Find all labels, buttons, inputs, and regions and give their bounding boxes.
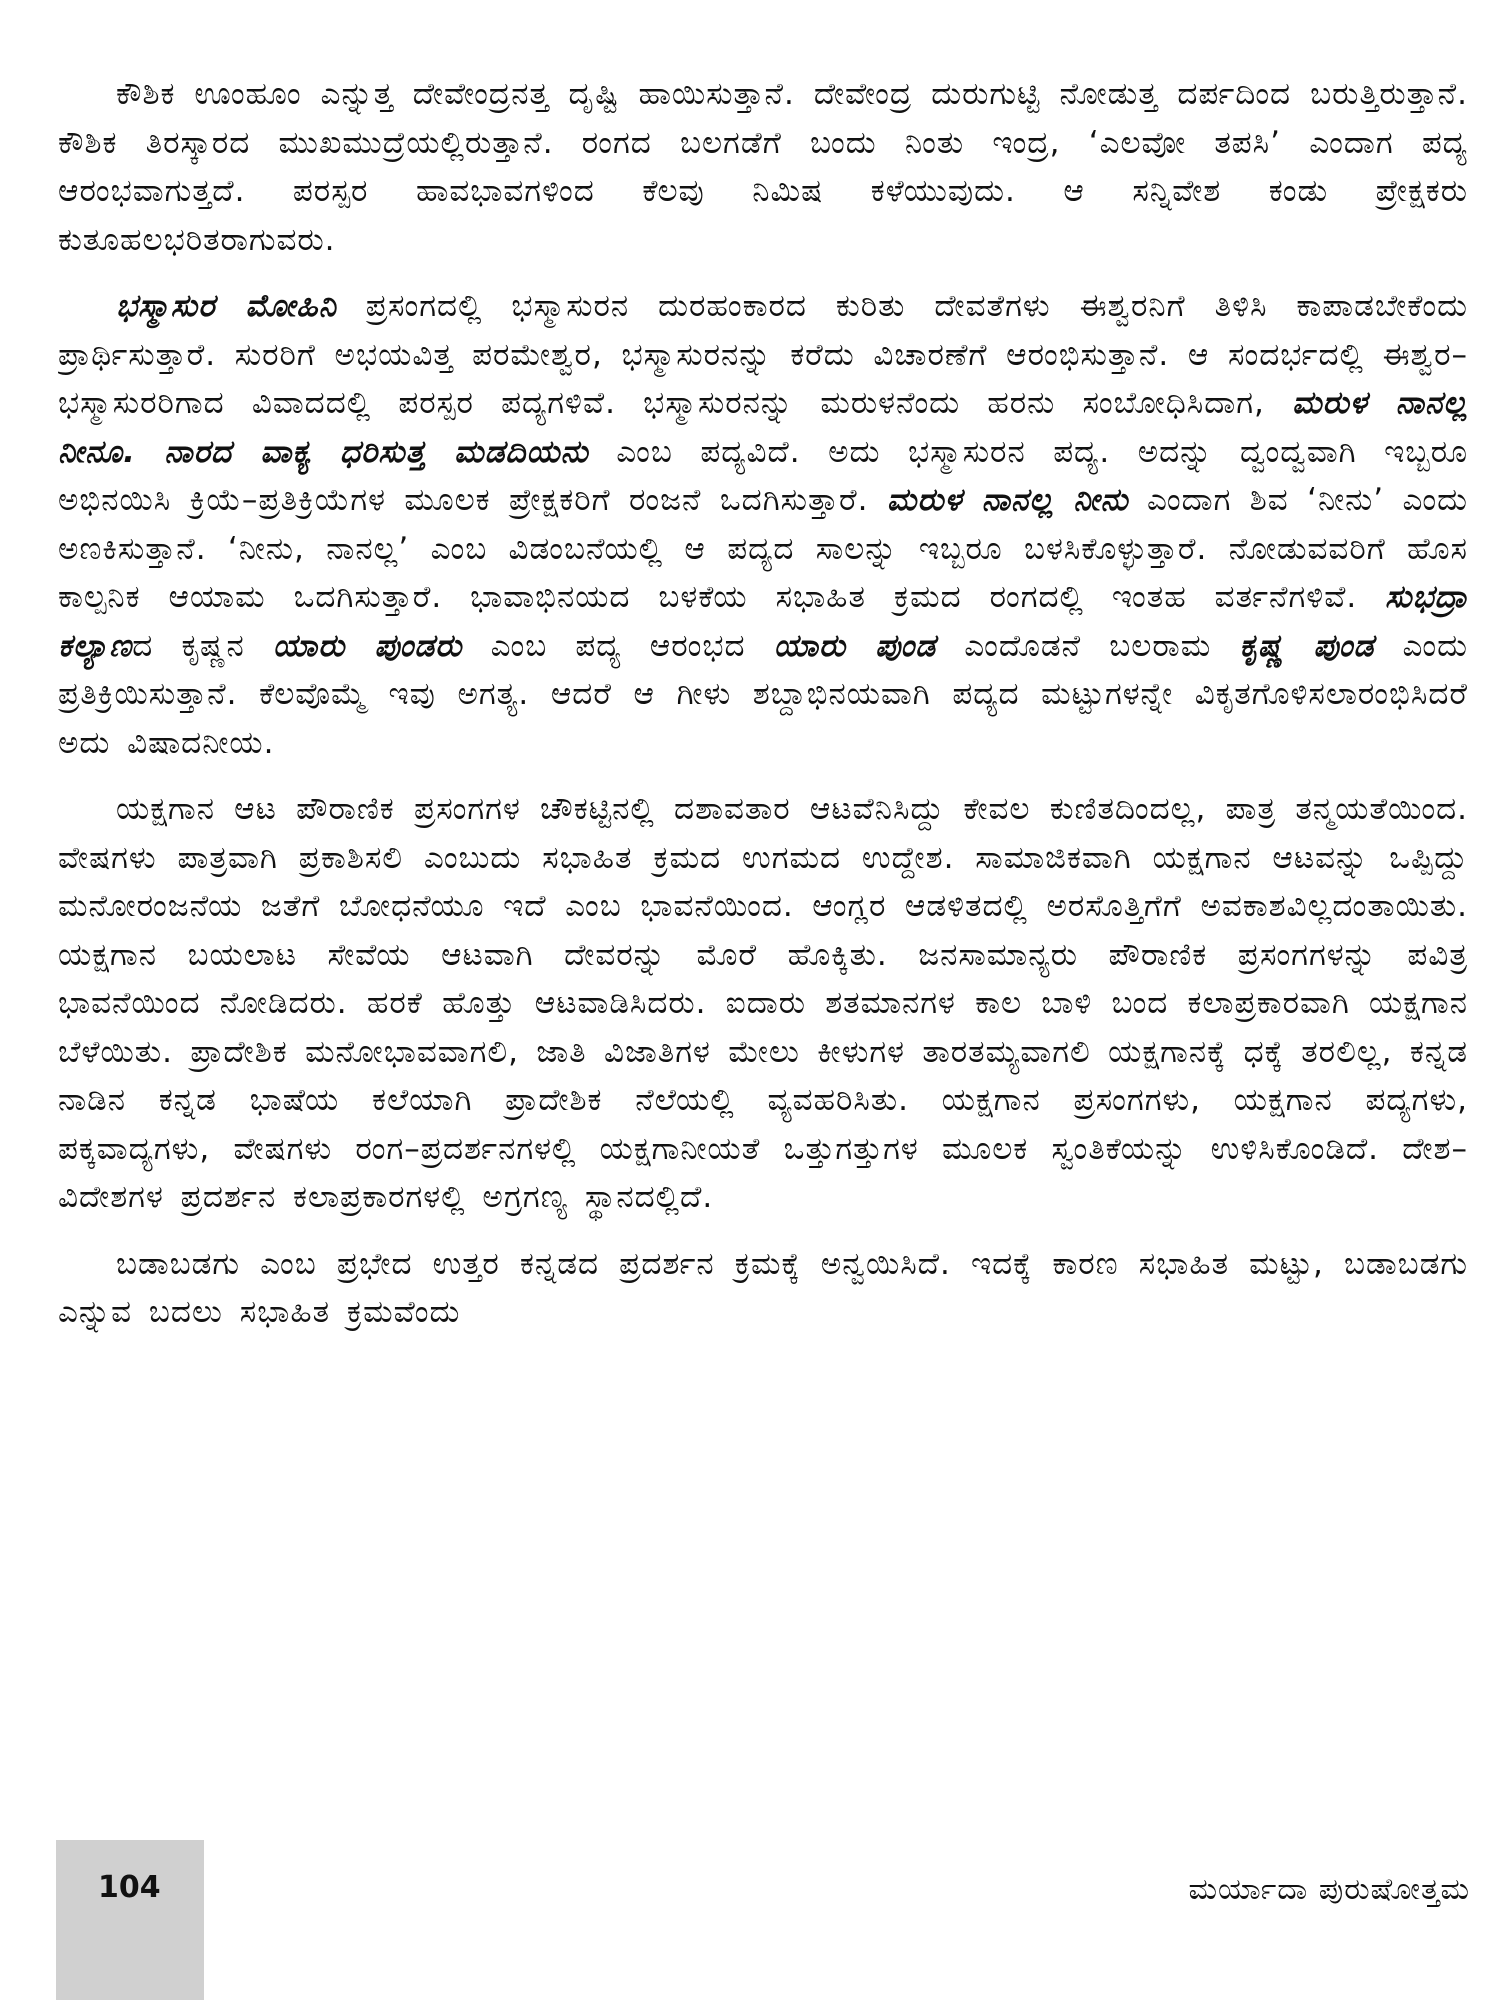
bold-phrase-krishna-punda: ಕೃಷ್ಣ ಪುಂಡ (1239, 627, 1375, 664)
bold-phrase-yaaru-punda: ಯಾರು ಪುಂಡ (773, 627, 937, 664)
paragraph-3-text: ಯಕ್ಷಗಾನ ಆಟ ಪೌರಾಣಿಕ ಪ್ರಸಂಗಗಳ ಚೌಕಟ್ಟಿನಲ್ಲಿ ದಶಾವತಾರ ಆಟವೆನಿಸಿದ್ದು ಕೇವಲ ಕುಣಿತದಿಂದಲ್ಲ, ಪಾತ್ರ ತನ್ಮಯತೆಯಿಂದ. ವೇಷಗಳು ಪಾತ್ರವಾಗಿ ಪ್ರಕಾಶಿಸಲಿ ಎಂಬುದು ಸಭಾಹಿತ ಕ್ರಮದ ಉಗಮದ ಉದ್ದೇಶ. ಸಾಮಾಜಿಕವಾಗಿ ಯಕ್ಷಗಾನ ಆಟವನ್ನು ಒಪ್ಪಿದ್ದು ಮನೋರಂಜನೆಯ ಜತೆಗೆ ಬೋಧನೆಯೂ ಇದೆ ಎಂಬ ಭಾವನೆಯಿಂದ. ಆಂಗ್ಲರ ಆಡಳಿತದಲ್ಲಿ ಅರಸೊತ್ತಿಗೆಗೆ ಅವಕಾಶವಿಲ್ಲದಂತಾಯಿತು. ಯಕ್ಷಗಾನ ಬಯಲಾಟ ಸೇವೆಯ ಆಟವಾಗಿ ದೇವರನ್ನು ಮೊರೆ ಹೊಕ್ಕಿತು. ಜನಸಾಮಾನ್ಯರು ಪೌರಾಣಿಕ ಪ್ರಸಂಗಗಳನ್ನು ಪವಿತ್ರ ಭಾವನೆಯಿಂದ ನೋಡಿದರು. ಹರಕೆ ಹೊತ್ತು ಆಟವಾಡಿಸಿದರು. ಐದಾರು ಶತಮಾನಗಳ ಕಾಲ ಬಾಳಿ ಬಂದ ಕಲಾಪ್ರಕಾರವಾಗಿ ಯಕ್ಷಗಾನ ಬೆಳೆಯಿತು. ಪ್ರಾದೇಶಿಕ ಮನೋಭಾವವಾಗಲಿ, ಜಾತಿ ವಿಜಾತಿಗಳ ಮೇಲು ಕೀಳುಗಳ ತಾರತಮ್ಯವಾಗಲಿ ಯಕ್ಷಗಾನಕ್ಕೆ ಧಕ್ಕೆ ತರಲಿಲ್ಲ, ಕನ್ನಡ ನಾಡಿನ ಕನ್ನಡ ಭಾಷೆಯ ಕಲೆಯಾಗಿ ಪ್ರಾದೇಶಿಕ ನೆಲೆಯಲ್ಲಿ ವ್ಯವಹರಿಸಿತು. ಯಕ್ಷಗಾನ ಪ್ರಸಂಗಗಳು, ಯಕ್ಷಗಾನ ಪದ್ಯಗಳು, ಪಕ್ಕವಾದ್ಯಗಳು, ವೇಷಗಳು ರಂಗ–ಪ್ರದರ್ಶನಗಳಲ್ಲಿ ಯಕ್ಷಗಾನೀಯತೆ ಒತ್ತುಗತ್ತುಗಳ ಮೂಲಕ ಸ್ವಂತಿಕೆಯನ್ನು ಉಳಿಸಿಕೊಂಡಿದೆ. ದೇಶ–ವಿದೇಶಗಳ ಪ್ರದರ್ಶನ ಕಲಾಪ್ರಕಾರಗಳಲ್ಲಿ ಅಗ್ರಗಣ್ಯ ಸ್ಥಾನದಲ್ಲಿದೆ. (58, 791, 1468, 1215)
paragraph-2-text: ಎಂದು ಪ್ರತಿಕ್ರಿಯಿಸುತ್ತಾನೆ. ಕೆಲವೊಮ್ಮೆ ಇವು ಅಗತ್ಯ. ಆದರೆ ಆ ಗೀಳು ಶಬ್ದಾಭಿನಯವಾಗಿ ಪದ್ಯದ ಮಟ್ಟುಗಳನ್ನೇ ವಿಕೃತಗೊಳಿಸಲಾರಂಭಿಸಿದರೆ ಅದು ವಿಷಾದನೀಯ. (58, 627, 1468, 761)
paragraph-4 (58, 1240, 1468, 1337)
bold-phrase-subhadra-kalyana: ಸುಭದ್ರಾ ಕಲ್ಯಾಣ (58, 579, 1468, 664)
bold-phrase-marula-naanalla-neenu: ಮರುಳ ನಾನಲ್ಲ ನೀನು (886, 482, 1129, 518)
paragraph-2-text: ಎಂದಾಗ ಶಿವ ‘ನೀನು’ ಎಂದು ಅಣಕಿಸುತ್ತಾನೆ. ‘ನೀನು, ನಾನಲ್ಲ’ ಎಂಬ ವಿಡಂಬನೆಯಲ್ಲಿ ಆ ಪದ್ಯದ ಸಾಲನ್ನು ಇಬ್ಬರೂ ಬಳಸಿಕೊಳ್ಳುತ್ತಾರೆ. ನೋಡುವವರಿಗೆ ಹೊಸ ಕಾಲ್ಪನಿಕ ಆಯಾಮ ಒದಗಿಸುತ್ತಾರೆ. ಭಾವಾಭಿನಯದ ಬಳಕೆಯ ಸಭಾಹಿತ ಕ್ರಮದ ರಂಗದಲ್ಲಿ ಇಂತಹ ವರ್ತನೆಗಳಿವೆ. (58, 482, 1468, 615)
paragraph-2-text: ಎಂದೊಡನೆ ಬಲರಾಮ (936, 627, 1240, 664)
bold-phrase-yaaru-pundaru: ಯಾರು ಪುಂಡರು (272, 627, 463, 664)
paragraph-3 (58, 785, 1468, 1222)
paragraph-2-text: ದ ಕೃಷ್ಣನ (132, 627, 273, 664)
page-number-box (56, 1840, 204, 2000)
running-footer-title: ಮರ್ಯಾದಾ ಪುರುಷೋತ್ತಮ (1188, 1872, 1470, 1907)
paragraph-2 (58, 282, 1468, 767)
page-body (58, 70, 1468, 1810)
bold-phrase-marula-naanalla-neenoo: ಮರುಳ ನಾನಲ್ಲ ನೀನೂ. ನಾರದ ವಾಕ್ಯ ಧರಿಸುತ್ತ ಮಡದಿಯನು (58, 385, 1468, 470)
paragraph-1-text: ಕೌಶಿಕ ಊಂಹೂಂ ಎನ್ನುತ್ತ ದೇವೇಂದ್ರನತ್ತ ದೃಷ್ಟಿ ಹಾಯಿಸುತ್ತಾನೆ. ದೇವೇಂದ್ರ ದುರುಗುಟ್ಟಿ ನೋಡುತ್ತ ದರ್ಪದಿಂದ ಬರುತ್ತಿರುತ್ತಾನೆ. ಕೌಶಿಕ ತಿರಸ್ಕಾರದ ಮುಖಮುದ್ರೆಯಲ್ಲಿರುತ್ತಾನೆ. ರಂಗದ ಬಲಗಡೆಗೆ ಬಂದು ನಿಂತು ಇಂದ್ರ, ‘ಎಲವೋ ತಪಸಿ’ ಎಂದಾಗ ಪದ್ಯ ಆರಂಭವಾಗುತ್ತದೆ. ಪರಸ್ಪರ ಹಾವಭಾವಗಳಿಂದ ಕೆಲವು ನಿಮಿಷ ಕಳೆಯುವುದು. ಆ ಸನ್ನಿವೇಶ ಕಂಡು ಪ್ರೇಕ್ಷಕರು ಕುತೂಹಲಭರಿತರಾಗುವರು. (58, 76, 1468, 258)
bold-phrase-bhasmasura-mohini: ಭಸ್ಮಾಸುರ ಮೋಹಿನಿ (116, 288, 337, 324)
paragraph-2-text: ಎಂಬ ಪದ್ಯವಿದೆ. ಅದು ಭಸ್ಮಾಸುರನ ಪದ್ಯ. ಅದನ್ನು ದ್ವಂದ್ವವಾಗಿ ಇಬ್ಬರೂ ಅಭಿನಯಿಸಿ ಕ್ರಿಯೆ–ಪ್ರತಿಕ್ರಿಯೆಗಳ ಮೂಲಕ ಪ್ರೇಕ್ಷಕರಿಗೆ ರಂಜನೆ ಒದಗಿಸುತ್ತಾರೆ. (58, 433, 1468, 518)
paragraph-1 (58, 70, 1468, 264)
paragraph-2-text: ಪ್ರಸಂಗದಲ್ಲಿ ಭಸ್ಮಾಸುರನ ದುರಹಂಕಾರದ ಕುರಿತು ದೇವತೆಗಳು ಈಶ್ವರನಿಗೆ ತಿಳಿಸಿ ಕಾಪಾಡಬೇಕೆಂದು ಪ್ರಾರ್ಥಿಸುತ್ತಾರೆ. ಸುರರಿಗೆ ಅಭಯವಿತ್ತ ಪರಮೇಶ್ವರ, ಭಸ್ಮಾಸುರನನ್ನು ಕರೆದು ವಿಚಾರಣೆಗೆ ಆರಂಭಿಸುತ್ತಾನೆ. ಆ ಸಂದರ್ಭದಲ್ಲಿ ಈಶ್ವರ–ಭಸ್ಮಾಸುರರಿಗಾದ ವಿವಾದದಲ್ಲಿ ಪರಸ್ಪರ ಪದ್ಯಗಳಿವೆ. ಭಸ್ಮಾಸುರನನ್ನು ಮರುಳನೆಂದು ಹರನು ಸಂಬೋಧಿಸಿದಾಗ, (58, 288, 1468, 421)
paragraph-2-text: ಎಂಬ ಪದ್ಯ ಆರಂಭದ (462, 627, 774, 664)
paragraph-4-text: ಬಡಾಬಡಗು ಎಂಬ ಪ್ರಭೇದ ಉತ್ತರ ಕನ್ನಡದ ಪ್ರದರ್ಶನ ಕ್ರಮಕ್ಕೆ ಅನ್ವಯಿಸಿದೆ. ಇದಕ್ಕೆ ಕಾರಣ ಸಭಾಹಿತ ಮಟ್ಟು, ಬಡಾಬಡಗು ಎನ್ನುವ ಬದಲು ಸಭಾಹಿತ ಕ್ರಮವೆಂದು (58, 1245, 1468, 1330)
page-number: 104 (98, 1870, 161, 1905)
